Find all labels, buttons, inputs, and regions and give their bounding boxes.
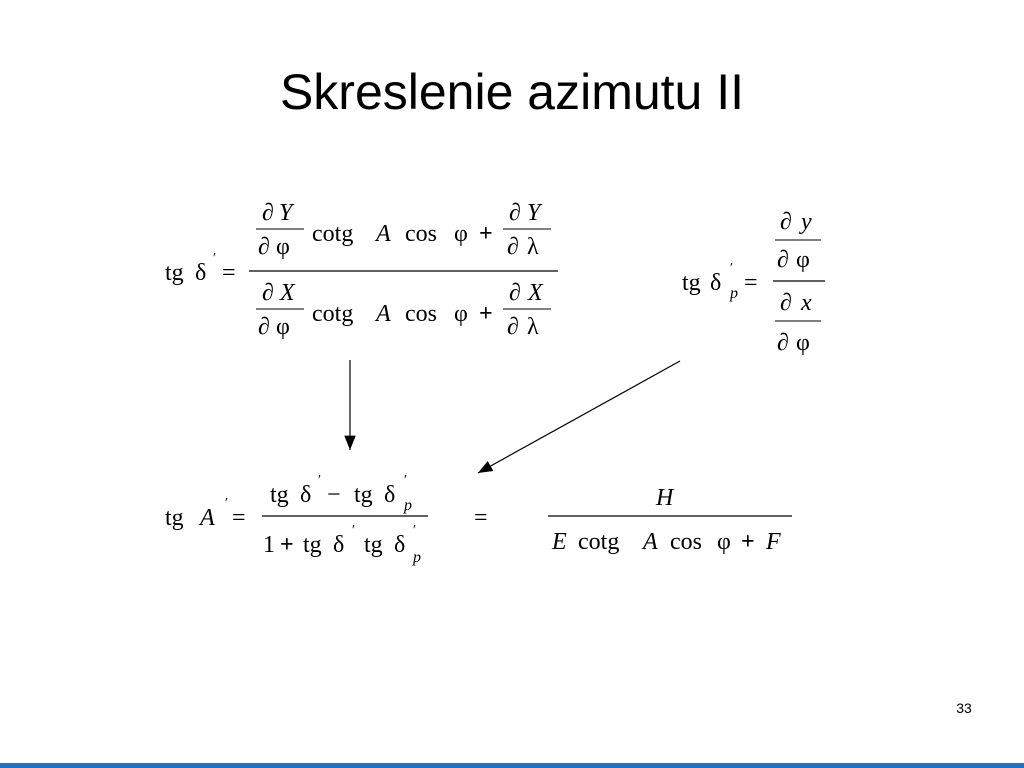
- var-Y: Y: [279, 200, 293, 226]
- cos-text: cos: [670, 529, 702, 555]
- var-H: H: [656, 485, 674, 511]
- cos-text: cos: [405, 221, 437, 247]
- phi-symbol: φ: [276, 314, 290, 340]
- cotg-text: cotg: [312, 301, 354, 327]
- partial-symbol: ∂: [780, 290, 792, 316]
- phi-symbol: φ: [796, 247, 810, 273]
- partial-symbol: ∂: [262, 280, 274, 306]
- var-y: y: [801, 209, 812, 235]
- var-X: X: [280, 280, 295, 306]
- tg-label: tg: [303, 532, 322, 558]
- subscript-p: p: [404, 497, 412, 514]
- tg-label: tg: [354, 482, 373, 508]
- equals-sign: =: [744, 270, 758, 296]
- var-A: A: [643, 529, 658, 555]
- minus-sign: −: [327, 482, 341, 508]
- phi-symbol: φ: [454, 301, 468, 327]
- var-X: X: [528, 280, 543, 306]
- denominator: [256, 280, 551, 340]
- formula-tg-A-prime: [165, 473, 792, 566]
- phi-symbol: φ: [717, 529, 731, 555]
- equals-sign: =: [474, 505, 488, 531]
- var-F: F: [766, 529, 781, 555]
- var-x: x: [801, 290, 812, 316]
- slide-title: Skreslenie azimutu II: [279, 64, 745, 120]
- tg-label: tg: [682, 270, 701, 296]
- prime-mark: ′: [352, 523, 356, 538]
- delta-symbol: δ: [195, 260, 207, 286]
- partial-symbol: ∂: [509, 280, 521, 306]
- partial-symbol: ∂: [777, 330, 789, 356]
- delta-symbol: δ: [300, 482, 312, 508]
- delta-symbol: δ: [384, 482, 396, 508]
- plus-sign: +: [479, 221, 493, 247]
- delta-symbol: δ: [394, 532, 406, 558]
- var-A: A: [200, 505, 215, 531]
- lambda-symbol: λ: [527, 314, 539, 340]
- number-one: 1: [263, 532, 275, 558]
- delta-symbol: δ: [710, 270, 722, 296]
- partial-symbol: ∂: [780, 209, 792, 235]
- tg-label: tg: [165, 260, 184, 286]
- partial-symbol: ∂: [777, 247, 789, 273]
- plus-sign: +: [741, 529, 755, 555]
- tg-label: tg: [165, 505, 184, 531]
- var-A: A: [376, 301, 391, 327]
- phi-symbol: φ: [796, 330, 810, 356]
- prime-mark: ′: [413, 523, 417, 538]
- prime-mark: ′: [225, 496, 229, 511]
- partial-symbol: ∂: [509, 200, 521, 226]
- partial-symbol: ∂: [507, 234, 519, 260]
- page-number: 33: [956, 700, 972, 716]
- numerator: [256, 200, 551, 260]
- delta-symbol: δ: [333, 532, 345, 558]
- prime-mark: ′: [730, 261, 734, 276]
- tg-label: tg: [270, 482, 289, 508]
- subscript-p: p: [730, 285, 738, 302]
- partial-symbol: ∂: [507, 314, 519, 340]
- tg-label: tg: [364, 532, 383, 558]
- phi-symbol: φ: [276, 234, 290, 260]
- partial-symbol: ∂: [258, 234, 270, 260]
- partial-symbol: ∂: [262, 200, 274, 226]
- cos-text: cos: [405, 301, 437, 327]
- lambda-symbol: λ: [527, 234, 539, 260]
- formula-tg-delta-p: [682, 209, 825, 356]
- var-A: A: [376, 221, 391, 247]
- equals-sign: =: [232, 505, 246, 531]
- prime-mark: ′: [213, 251, 217, 266]
- bottom-accent-bar: [0, 763, 1024, 768]
- plus-sign: +: [280, 532, 294, 558]
- phi-symbol: φ: [454, 221, 468, 247]
- arrow-diagonal: [478, 361, 680, 473]
- var-E: E: [552, 529, 567, 555]
- subscript-p: p: [413, 549, 421, 566]
- cotg-text: cotg: [578, 529, 620, 555]
- prime-mark: ′: [404, 473, 408, 488]
- var-Y: Y: [527, 200, 541, 226]
- plus-sign: +: [479, 301, 493, 327]
- cotg-text: cotg: [312, 221, 354, 247]
- partial-symbol: ∂: [258, 314, 270, 340]
- formula-tg-delta-prime: [165, 200, 558, 340]
- equals-sign: =: [222, 260, 236, 286]
- prime-mark: ′: [318, 473, 322, 488]
